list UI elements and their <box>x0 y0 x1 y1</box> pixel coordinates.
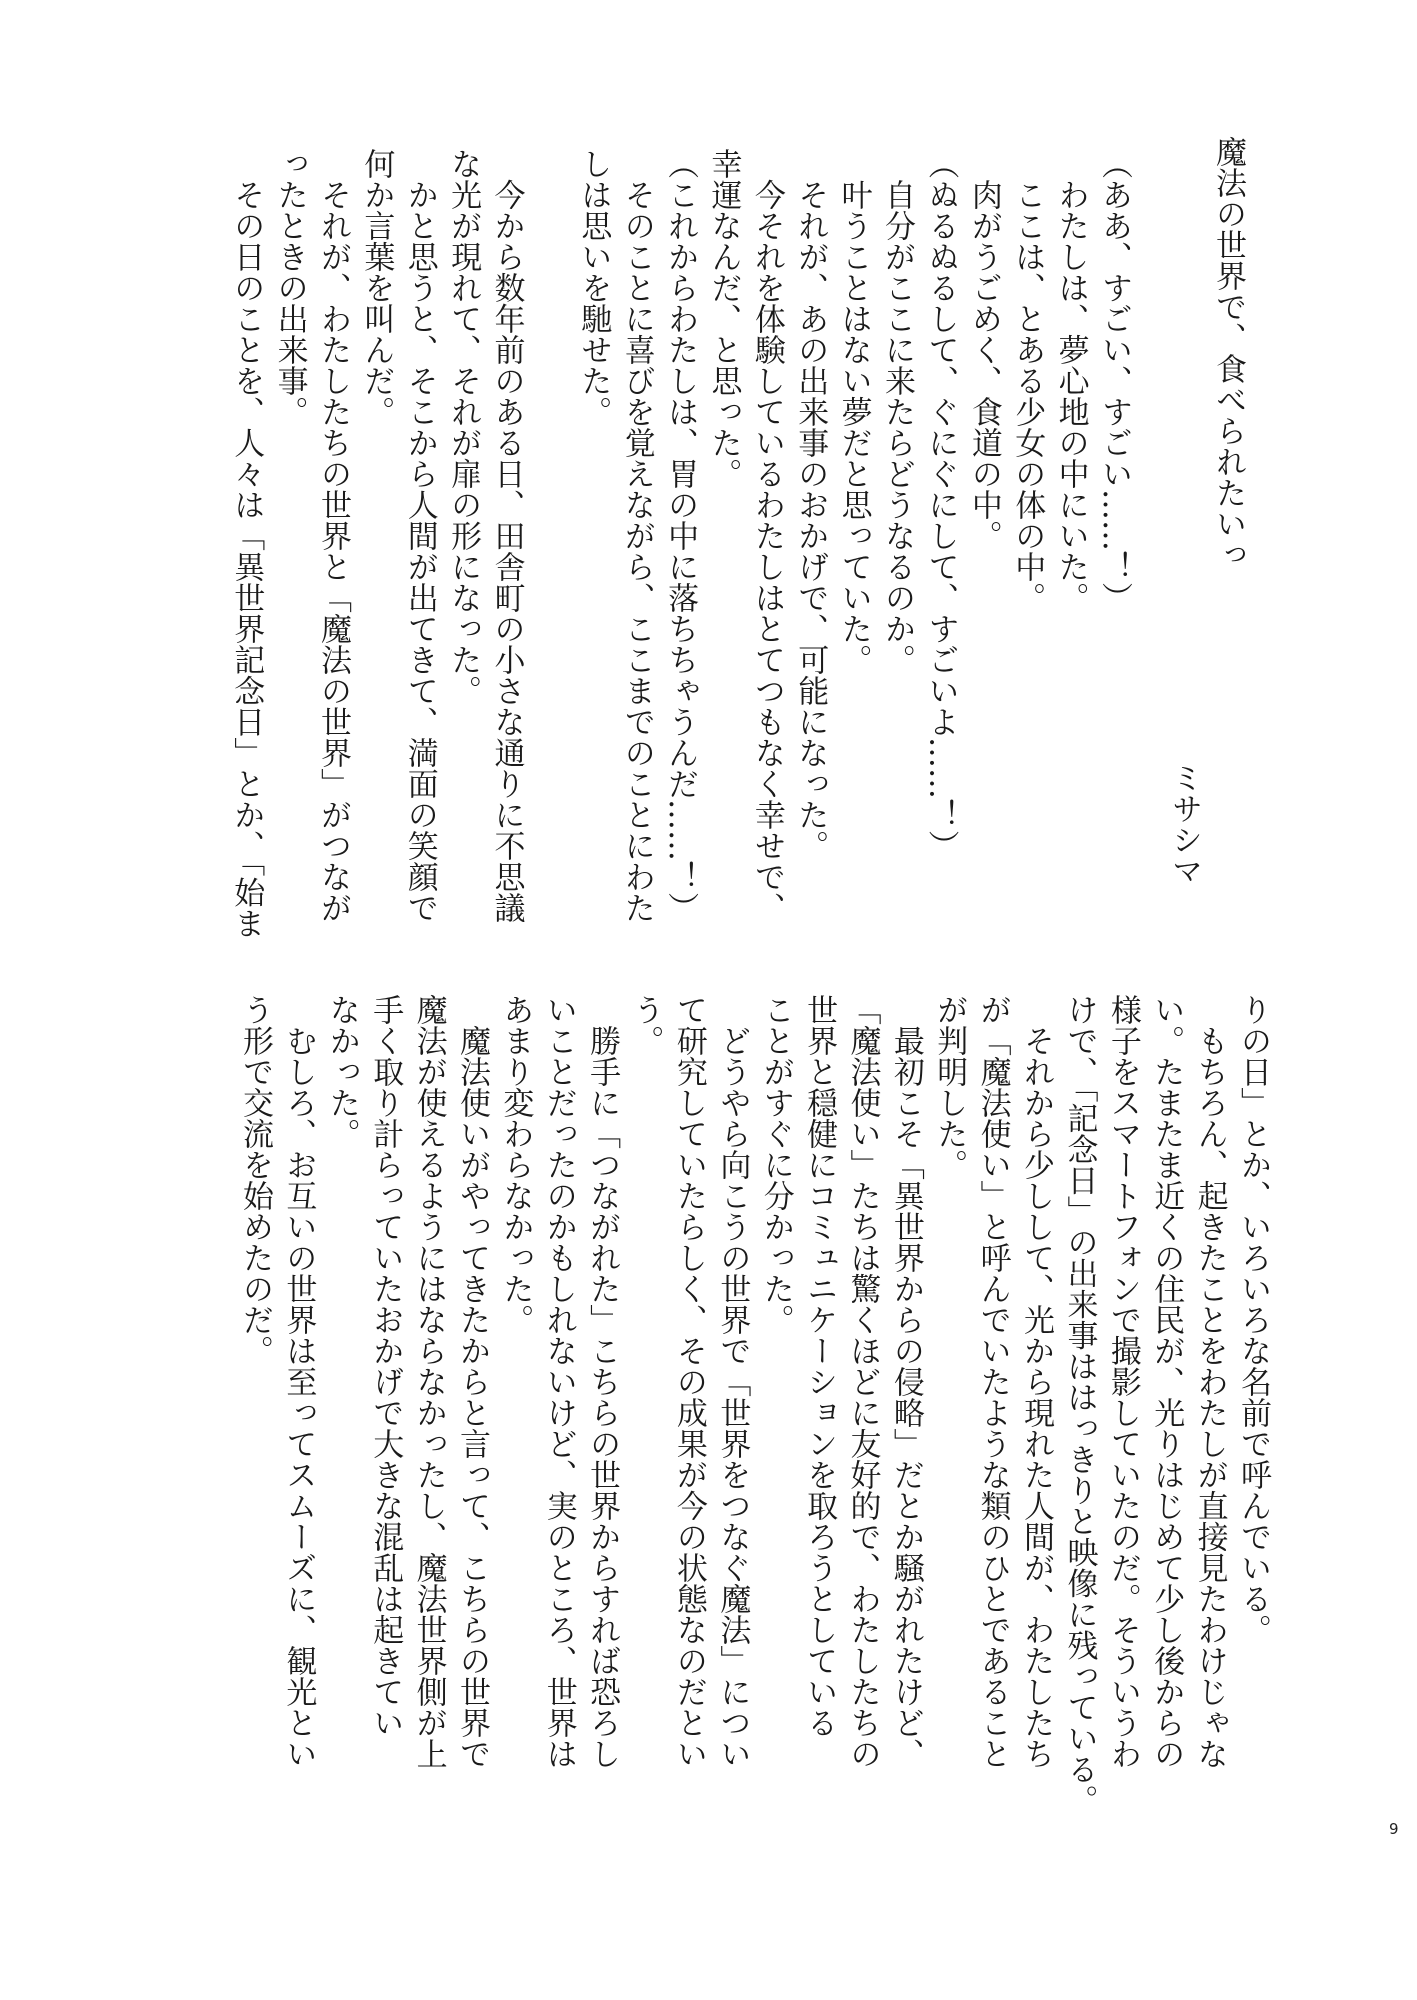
text-column: 今それを体験しているわたしはとてつもなく幸せで、 <box>748 148 785 923</box>
text-column: な光が現れて、それが扉の形になった。 <box>445 148 482 706</box>
text-column: むしろ、お互いの世界は至ってスムーズに、観光とい <box>280 994 317 1769</box>
text-column: ことがすぐに分かった。 <box>757 994 794 1335</box>
text-column: 手く取り計らっていたおかげで大きな混乱は起きてい <box>367 994 404 1738</box>
text-column: 世界と穏健にコミュニケーションを取ろうとしている <box>801 994 838 1738</box>
text-column <box>528 148 571 908</box>
text-column: かと思うと、そこから人間が出てきて、満面の笑顔で <box>401 148 438 923</box>
story-title: 魔法の世界で、食べられたいっ <box>1210 136 1246 570</box>
text-column: 勝手に「つながれた」こちらの世界からすれば恐ろし <box>584 994 621 1769</box>
text-column: 叶うことはない夢だと思っていた。 <box>835 148 872 675</box>
text-column: 「魔法使い」たちは驚くほどに友好的で、わたしたちの <box>844 994 881 1769</box>
text-column: 様子をスマートフォンで撮影していたのだ。そういうわ <box>1104 994 1141 1769</box>
author-name: ミサシマ <box>1166 762 1202 886</box>
text-column: 今から数年前のある日、田舎町の小さな通りに不思議 <box>488 148 525 923</box>
text-column: それから少しして、光から現れた人間が、わたしたち <box>1018 994 1055 1769</box>
text-column: 自分がここに来たらどうなるのか。 <box>879 148 916 675</box>
text-column: けで、「記念日」の出来事ははっきりと映像に残っている。 <box>1061 994 1098 1816</box>
text-column: わたしは、夢心地の中にいた。 <box>1052 148 1089 613</box>
text-column: それが、わたしたちの世界と「魔法の世界」がつなが <box>314 148 351 923</box>
text-column: なかった。 <box>323 994 360 1149</box>
text-column: が判明した。 <box>931 994 968 1180</box>
text-column: （ぬるぬるして、ぐにぐにして、すごいよ……！） <box>922 148 959 861</box>
text-block-bottom <box>233 994 1274 1816</box>
text-column: （ああ、すごい、すごい……！） <box>1096 148 1132 613</box>
text-column: ここは、とある少女の体の中。 <box>1009 148 1046 613</box>
text-column: しは思いを馳せた。 <box>575 148 612 427</box>
text-column: 何か言葉を叫んだ。 <box>358 148 395 427</box>
text-column: 魔法使いがやってきたからと言って、こちらの世界で <box>453 994 490 1769</box>
text-column: う。 <box>627 994 664 1056</box>
text-column: もちろん、起きたことをわたしが直接見たわけじゃな <box>1191 994 1228 1769</box>
text-block-top <box>224 148 1135 939</box>
text-column: 最初こそ「異世界からの侵略」だとか騒がれたけど、 <box>887 994 924 1769</box>
text-column: て研究していたらしく、その成果が今の状態なのだとい <box>670 994 707 1769</box>
text-column: い。たまたま近くの住民が、光りはじめて少し後からの <box>1148 994 1185 1769</box>
text-column: いことだったのかもしれないけど、実のところ、世界は <box>540 994 577 1769</box>
text-column: それが、あの出来事のおかげで、可能になった。 <box>792 148 829 861</box>
text-column: どうやら向こうの世界で「世界をつなぐ魔法」につい <box>714 994 751 1769</box>
text-column: が「魔法使い」と呼んでいたような類のひとであること <box>974 994 1011 1769</box>
text-column: りの日」とか、いろいろな名前で呼んでいる。 <box>1235 994 1271 1645</box>
text-column: その日のことを、人々は「異世界記念日」とか、「始ま <box>228 148 265 939</box>
text-column: そのことに喜びを覚えながら、ここまでのことにわた <box>618 148 655 923</box>
text-column: 魔法が使えるようにはならなかったし、魔法世界側が上 <box>410 994 447 1769</box>
page-number: 9 <box>1389 1820 1399 1838</box>
text-column: （これからわたしは、胃の中に落ちちゃうんだ……！） <box>662 148 699 923</box>
text-column: ったときの出来事。 <box>271 148 308 427</box>
text-column: あまり変わらなかった。 <box>497 994 534 1335</box>
text-column: 肉がうごめく、食道の中。 <box>965 148 1002 551</box>
text-column: 幸運なんだ、と思った。 <box>705 148 742 489</box>
text-column: う形で交流を始めたのだ。 <box>237 994 274 1366</box>
